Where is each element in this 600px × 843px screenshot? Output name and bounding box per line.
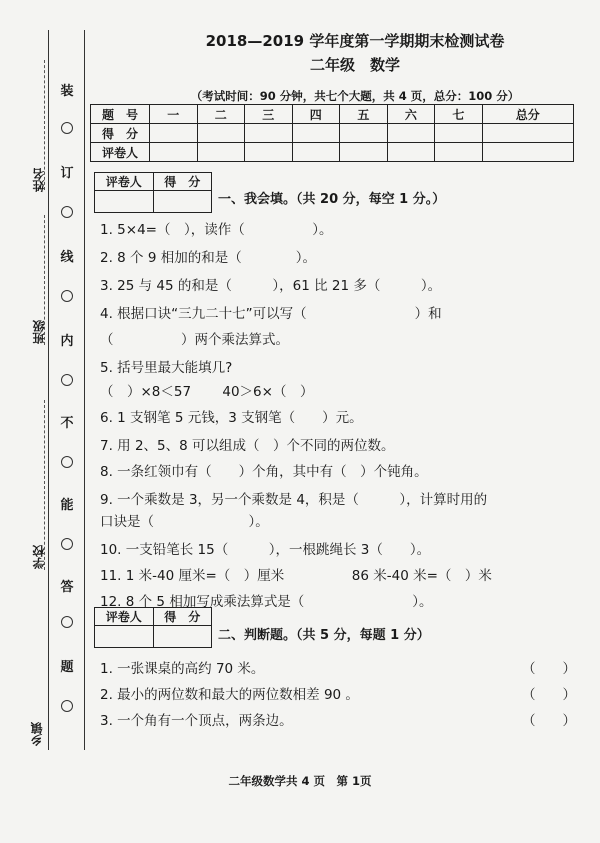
question-item: 3. 25 与 45 的和是（ ），61 比 21 多（ ）。 bbox=[100, 278, 442, 294]
question-item: （ ）×8＜57 40＞6×（ ） bbox=[100, 384, 314, 400]
binding-circle bbox=[61, 538, 73, 550]
binding-char: 订 bbox=[60, 166, 74, 181]
name-line bbox=[44, 60, 45, 190]
grader-box bbox=[94, 607, 212, 648]
section1-heading: 一、我会填。（共 20 分，每空 1 分。） bbox=[218, 192, 446, 207]
binding-circle bbox=[61, 374, 73, 386]
grader-score-label: 得 分 bbox=[153, 608, 212, 626]
binding-circle bbox=[61, 456, 73, 468]
school-label: 学校 bbox=[32, 545, 46, 569]
grader-label: 评卷人 bbox=[95, 608, 154, 626]
binding-circle bbox=[61, 616, 73, 628]
exam-subtitle: 二年级 数学 bbox=[309, 56, 400, 74]
judge-item: 3. 一个角有一个顶点，两条边。 bbox=[100, 713, 293, 729]
binding-circle bbox=[61, 122, 73, 134]
judge-blank: （ ） bbox=[522, 661, 576, 677]
binding-circle bbox=[61, 700, 73, 712]
score-header-cell: 三 bbox=[245, 105, 293, 124]
binding-char: 答 bbox=[60, 580, 74, 595]
class-line bbox=[44, 215, 45, 345]
school-line bbox=[44, 400, 45, 570]
township-label: 乡镇 bbox=[30, 722, 44, 746]
binding-circle bbox=[61, 290, 73, 302]
section2-heading: 二、判断题。（共 5 分，每题 1 分） bbox=[218, 628, 430, 643]
binding-char: 装 bbox=[60, 84, 74, 99]
page-footer: 二年级数学共 4 页 第 1页 bbox=[228, 774, 372, 788]
question-item: 1. 5×4=（ ），读作（ ）。 bbox=[100, 222, 333, 238]
judge-item: 1. 一张课桌的高约 70 米。 bbox=[100, 661, 265, 677]
binding-line-outer bbox=[48, 30, 49, 750]
binding-char: 线 bbox=[60, 250, 74, 265]
binding-char: 不 bbox=[60, 416, 74, 431]
question-item: 9. 一个乘数是 3，另一个乘数是 4，积是（ ），计算时用的 bbox=[100, 492, 488, 508]
question-item: 11. 1 米-40 厘米=（ ）厘米 86 米-40 米=（ ）米 bbox=[100, 568, 492, 584]
question-item: 10. 一支铅笔长 15（ ），一根跳绳长 3（ ）。 bbox=[100, 542, 431, 558]
judge-blank: （ ） bbox=[522, 713, 576, 729]
question-item: 4. 根据口诀“三九二十七”可以写（ ）和 bbox=[100, 306, 442, 322]
grader-box bbox=[94, 172, 212, 213]
judge-blank: （ ） bbox=[522, 687, 576, 703]
score-header-cell: 六 bbox=[387, 105, 435, 124]
score-table bbox=[90, 104, 574, 162]
binding-char: 能 bbox=[60, 498, 74, 513]
question-item: 8. 一条红领巾有（ ）个角，其中有（ ）个钝角。 bbox=[100, 464, 428, 480]
question-item: 12. 8 个 5 相加写成乘法算式是（ ）。 bbox=[100, 594, 433, 610]
score-header-cell: 四 bbox=[292, 105, 340, 124]
score-header-cell: 二 bbox=[197, 105, 245, 124]
score-header-cell: 题 号 bbox=[91, 105, 150, 124]
grader-label: 评卷人 bbox=[95, 173, 154, 191]
exam-title: 2018—2019 学年度第一学期期末检测试卷 bbox=[205, 32, 505, 50]
score-header-cell: 五 bbox=[340, 105, 388, 124]
question-item: 6. 1 支钢笔 5 元钱，3 支钢笔（ ）元。 bbox=[100, 410, 363, 426]
score-header-cell: 七 bbox=[435, 105, 483, 124]
score-row-label: 评卷人 bbox=[91, 143, 150, 162]
question-item: 口诀是（ ）。 bbox=[100, 514, 269, 530]
question-item: 5. 括号里最大能填几? bbox=[100, 360, 233, 376]
judge-item: 2. 最小的两位数和最大的两位数相差 90 。 bbox=[100, 687, 359, 703]
score-header-cell: 一 bbox=[150, 105, 198, 124]
score-header-cell: 总分 bbox=[482, 105, 573, 124]
question-item: （ ）两个乘法算式。 bbox=[100, 332, 289, 348]
binding-circle bbox=[61, 206, 73, 218]
exam-info: （考试时间：90 分钟，共七个大题，共 4 页，总分：100 分） bbox=[190, 89, 520, 103]
binding-line-inner bbox=[84, 30, 85, 750]
binding-char: 题 bbox=[60, 660, 74, 675]
name-label: 姓名 bbox=[32, 168, 46, 192]
binding-char: 内 bbox=[60, 334, 74, 349]
class-label: 班级 bbox=[32, 320, 46, 344]
question-item: 7. 用 2、5、8 可以组成（ ）个不同的两位数。 bbox=[100, 438, 395, 454]
grader-score-label: 得 分 bbox=[153, 173, 212, 191]
score-row-label: 得 分 bbox=[91, 124, 150, 143]
question-item: 2. 8 个 9 相加的和是（ ）。 bbox=[100, 250, 316, 266]
